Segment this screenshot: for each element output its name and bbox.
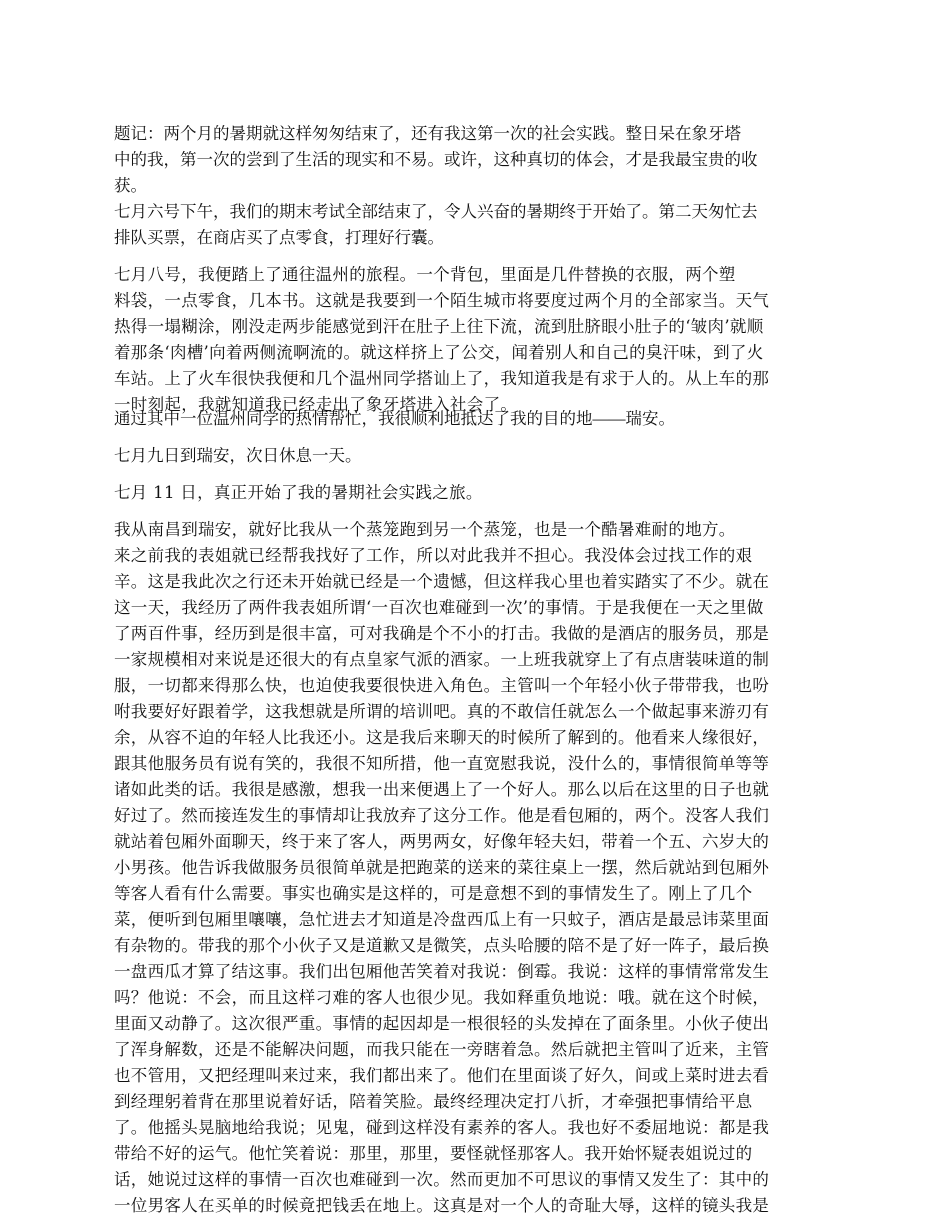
- text-line: 菜，便听到包厢里嚷嚷，急忙进去才知道是冷盘西瓜上有一只蚊子，酒店是最忌讳菜里面: [114, 910, 770, 929]
- paragraph-july-6: [114, 199, 836, 251]
- text-line: 辛。这是我此次之行还未开始就已经是一个遗憾，但这样我心里也着实踏实了不少。就在: [114, 572, 770, 591]
- paragraph-main-story: [114, 517, 836, 1219]
- text-line: 七月九日到瑞安，次日休息一天。: [114, 446, 362, 465]
- text-line: 七月六号下午，我们的期末考试全部结束了，令人兴奋的暑期终于开始了。第二天匆忙去: [114, 202, 758, 221]
- text-line: 跟其他服务员有说有笑的，我很不知所措，他一直宽慰我说，没什么的，事情很简单等等: [114, 754, 770, 773]
- text-line: 吗？他说：不会，而且这样刁难的客人也很少见。我如释重负地说：哦。就在这个时候，: [114, 988, 770, 1007]
- text-line: 到经理躬着背在那里说着好话，陪着笑脸。最终经理决定打八折，才牵强把事情给平息: [114, 1092, 753, 1111]
- text-line: 一位男客人在买单的时候竟把钱丢在地上。这真是对一个人的奇耻大辱，这样的镜头我是: [114, 1196, 770, 1215]
- text-line: 咐我要好好跟着学，这我想就是所谓的培训吧。真的不敢信任就怎么一个做起事来游刃有: [114, 702, 770, 721]
- text-line: 好过了。然而接连发生的事情却让我放弃了这分工作。他是看包厢的，两个。没客人我们: [114, 806, 770, 825]
- text-line: 就站着包厢外面聊天，终于来了客人，两男两女，好像年轻夫妇，带着一个五、六岁大的: [114, 832, 770, 851]
- text-line: 我从南昌到瑞安，就好比我从一个蒸笼跑到另一个蒸笼，也是一个酷暑难耐的地方。: [114, 520, 736, 539]
- text-line: 这一天，我经历了两件我表姐所谓‘一百次也难碰到一次’的事情。于是我便在一天之里做: [114, 598, 764, 617]
- text-line: 一时刻起，我就知道我已经走出了象牙塔进入社会了。: [114, 395, 518, 414]
- text-line: 热得一塌糊涂，刚没走两步能感觉到汗在肚子上往下流，流到肚脐眼小肚子的‘皱肉’就顺: [114, 317, 764, 336]
- paragraph-july-8: [114, 262, 836, 418]
- paragraph-july-9: [114, 443, 836, 469]
- text-line: 里面又动静了。这次很严重。事情的起因却是一根很轻的头发掉在了面条里。小伙子使出: [114, 1014, 770, 1033]
- text-line: 诸如此类的话。我很是感激，想我一出来便遇上了一个好人。那么以后在这里的日子也就: [114, 780, 770, 799]
- text-line: 话，她说过这样的事情一百次也难碰到一次。然而更加不可思议的事情又发生了：其中的: [114, 1170, 770, 1189]
- text-line: 也不管用，又把经理叫来过来，我们都出来了。他们在里面谈了好久，间或上菜时进去看: [114, 1066, 770, 1085]
- text-line: 小男孩。他告诉我做服务员很简单就是把跑菜的送来的菜往桌上一摆，然后就站到包厢外: [114, 858, 770, 877]
- text-line: 着那条‘肉槽’向着两侧流啊流的。就这样挤上了公交，闻着别人和自己的臭汗味，到了火: [114, 343, 764, 362]
- text-line: 余，从容不迫的年轻人比我还小。这是我后来聊天的时候所了解到的。他看来人缘很好，: [114, 728, 770, 747]
- text-line: 料袋，一点零食，几本书。这就是我要到一个陌生城市将要度过两个月的全部家当。天气: [114, 291, 770, 310]
- text-line: 中的我，第一次的尝到了生活的现实和不易。或许，这种真切的体会，才是我最宝贵的收: [114, 150, 758, 169]
- text-line: 服，一切都来得那么快，也迫使我要很快进入角色。主管叫一个年轻小伙子带带我，也吩: [114, 676, 770, 695]
- text-line: 等客人看有什么需要。事实也确实是这样的，可是意想不到的事情发生了。刚上了几个: [114, 884, 753, 903]
- text-line: 通过其中一位温州同学的热情帮忙，我很顺利地抵达了我的目的地——瑞安。: [114, 409, 675, 428]
- paragraph-july-11: [114, 480, 836, 506]
- text-line: 来之前我的表姐就已经帮我找好了工作，所以对此我并不担心。我没体会过找工作的艰: [114, 546, 753, 565]
- text-line: 有杂物的。带我的那个小伙子又是道歉又是微笑，点头哈腰的陪不是了好一阵子，最后换: [114, 936, 770, 955]
- text-line: 获。: [114, 176, 147, 195]
- text-line: 带给不好的运气。他忙笑着说：那里，那里，要怪就怪那客人。我开始怀疑表姐说过的: [114, 1144, 753, 1163]
- text-line: 七月 11 日，真正开始了我的暑期社会实践之旅。: [114, 483, 483, 502]
- text-line: 一家规模相对来说是还很大的有点皇家气派的酒家。一上班我就穿上了有点唐装味道的制: [114, 650, 770, 669]
- text-line: 车站。上了火车很快我便和几个温州同学搭讪上了，我知道我是有求于人的。从上车的那: [114, 369, 770, 388]
- paragraph-epigraph: [114, 121, 836, 199]
- text-line: 了。他摇头晃脑地给我说；见鬼，碰到这样没有素养的客人。我也好不委屈地说：都是我: [114, 1118, 770, 1137]
- text-line: 一盘西瓜才算了结这事。我们出包厢他苦笑着对我说：倒霉。我说：这样的事情常常发生: [114, 962, 770, 981]
- text-line: 排队买票，在商店买了点零食，打理好行囊。: [114, 228, 444, 247]
- text-line: 了浑身解数，还是不能解决问题，而我只能在一旁瞎着急。然后就把主管叫了近来，主管: [114, 1040, 770, 1059]
- paragraph-arrival: [114, 406, 836, 432]
- text-line: 七月八号，我便踏上了通往温州的旅程。一个背包，里面是几件替换的衣服，两个塑: [114, 265, 736, 284]
- text-line: 题记：两个月的暑期就这样匆匆结束了，还有我这第一次的社会实践。整日呆在象牙塔: [114, 124, 741, 143]
- text-line: 了两百件事，经历到是很丰富，可对我确是个不小的打击。我做的是酒店的服务员，那是: [114, 624, 770, 643]
